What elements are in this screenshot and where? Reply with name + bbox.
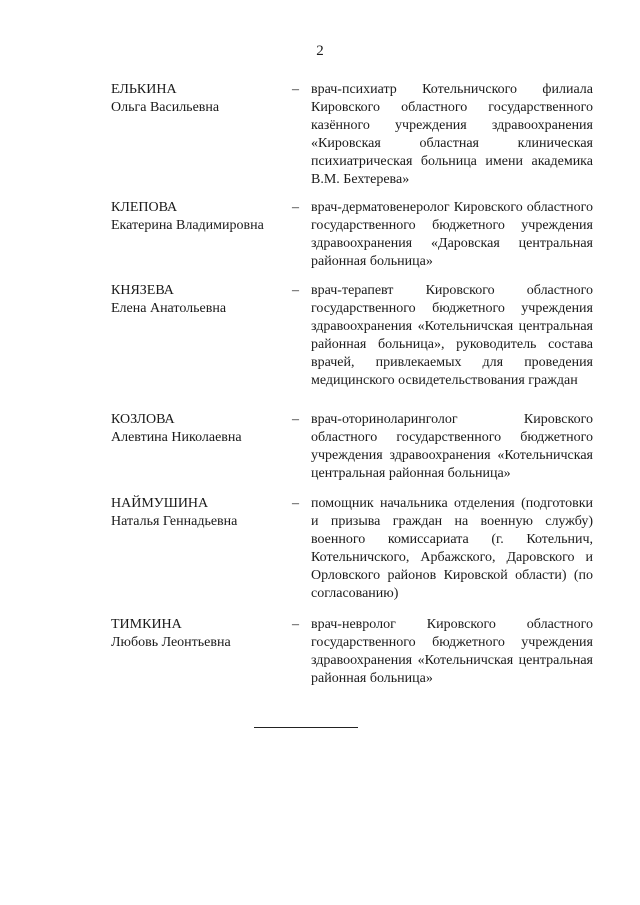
member-given-names: Екатерина Владимировна <box>111 218 264 233</box>
member-surname: ТИМКИНА <box>111 617 182 632</box>
member-surname: ЕЛЬКИНА <box>111 82 177 97</box>
page-number: 2 <box>316 43 324 59</box>
member-position: врач-психиатр Котельничского филиала Кировского областного государственного казённого учреждения здравоохранения «Кировская областная клиническая психиатрическая больница имени академика В.М. Бехтерева» <box>311 82 593 187</box>
member-given-names: Елена Анатольевна <box>111 301 227 316</box>
entry-dash: – <box>292 412 299 427</box>
member-given-names: Наталья Геннадьевна <box>111 514 238 529</box>
member-given-names: Алевтина Николаевна <box>111 430 242 445</box>
end-of-list-rule <box>254 727 358 728</box>
member-name <box>111 282 286 318</box>
member-position: врач-дерматовенеролог Кировского областного государственного бюджетного учреждения здравоохранения «Даровская центральная районная больница» <box>311 200 593 269</box>
member-surname: КНЯЗЕВА <box>111 283 174 298</box>
member-position: помощник начальника отделения (подготовки и призыва граждан на военную службу) военного комиссариата (г. Котельнич, Котельничского, Арбажского, Даровского и Орловского районов Кировской области) (по согласованию) <box>311 496 593 601</box>
entry-dash: – <box>292 82 299 97</box>
member-surname: НАЙМУШИНА <box>111 496 209 511</box>
member-given-names: Любовь Леонтьевна <box>111 635 231 650</box>
member-name <box>111 199 286 235</box>
member-name <box>111 495 286 531</box>
entry-dash: – <box>292 617 299 632</box>
member-name <box>111 616 286 652</box>
member-name <box>111 81 286 117</box>
entry-dash: – <box>292 496 299 511</box>
member-name <box>111 411 286 447</box>
member-position: врач-оториноларинголог Кировского областного государственного бюджетного учреждения здравоохранения «Котельничская центральная районная больница» <box>311 412 593 481</box>
entry-dash: – <box>292 200 299 215</box>
member-position: врач-невролог Кировского областного государственного бюджетного учреждения здравоохранения «Котельничская центральная районная больница» <box>311 617 593 686</box>
member-given-names: Ольга Васильевна <box>111 100 220 115</box>
member-surname: КОЗЛОВА <box>111 412 175 427</box>
entry-dash: – <box>292 283 299 298</box>
member-position: врач-терапевт Кировского областного государственного бюджетного учреждения здравоохранения «Котельничская центральная районная больница», руководитель состава врачей, привлекаемых для проведения медицинского освидетельствования граждан <box>311 283 593 388</box>
member-surname: КЛЕПОВА <box>111 200 178 215</box>
